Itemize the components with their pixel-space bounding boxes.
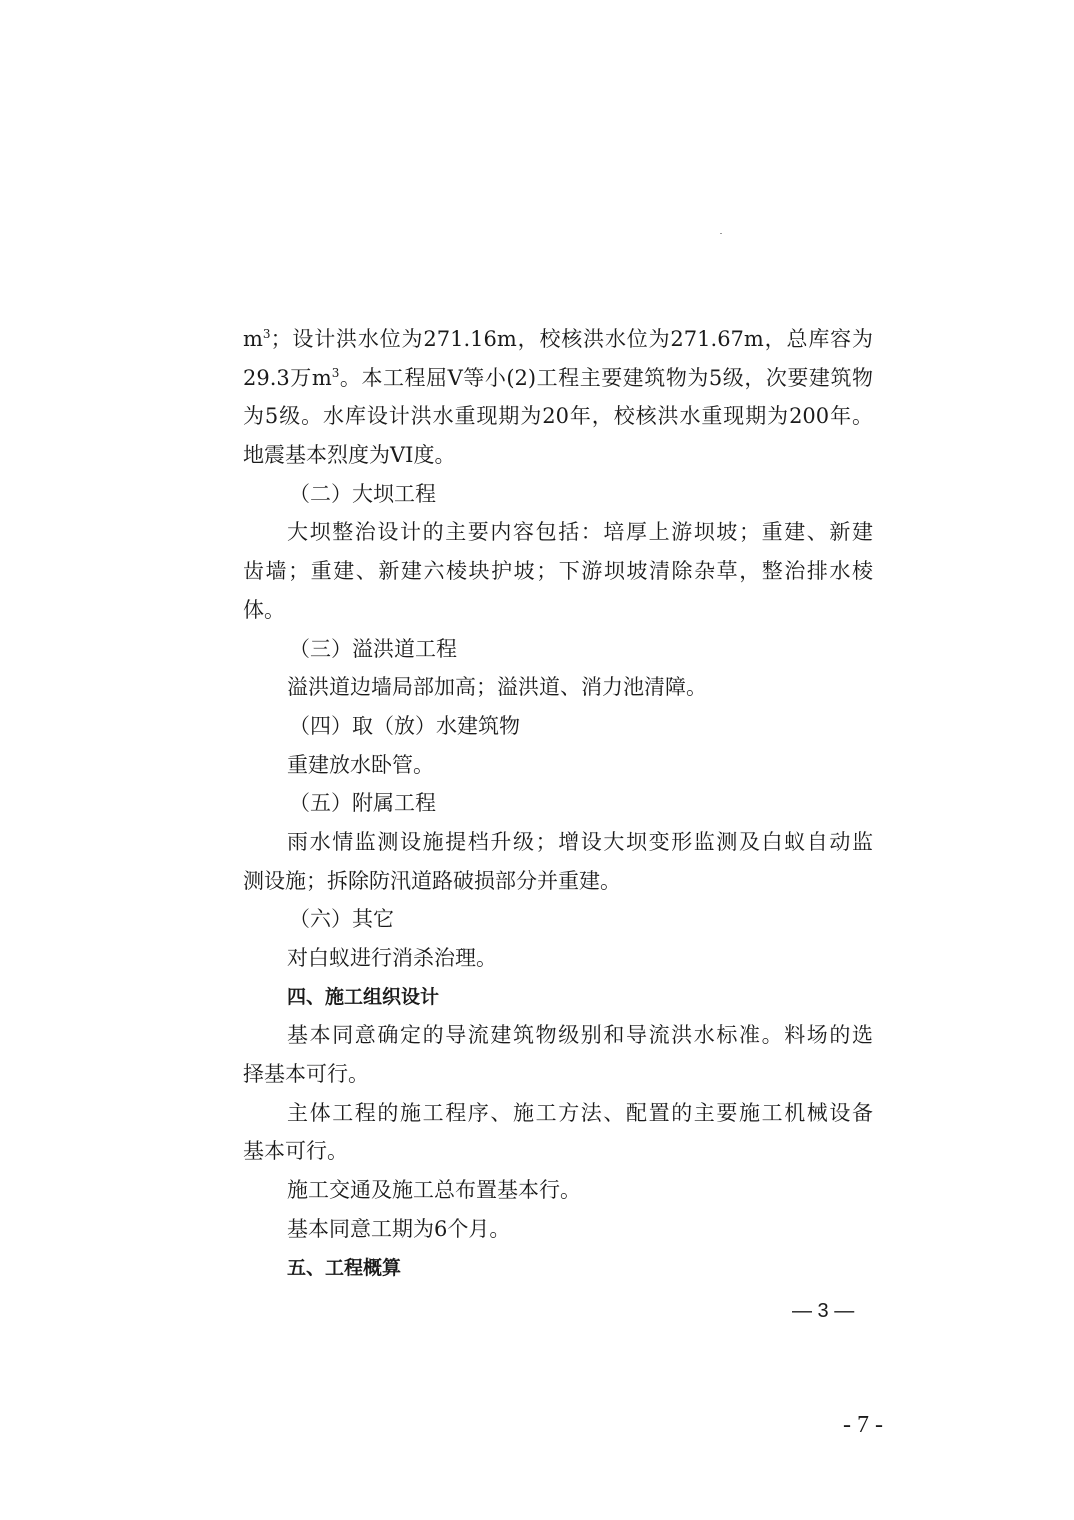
paragraph-line: 体。 bbox=[243, 597, 285, 622]
section-heading-auxiliary: （五）附属工程 bbox=[289, 791, 436, 816]
section-heading-intake: （四）取（放）水建筑物 bbox=[289, 713, 520, 738]
paragraph-line: 基本可行。 bbox=[243, 1139, 348, 1164]
paragraph-line: 测设施；拆除防汛道路破损部分并重建。 bbox=[243, 868, 621, 893]
paragraph-line: 雨水情监测设施提档升级；增设大坝变形监测及白蚁自动监 bbox=[287, 829, 873, 854]
paragraph-line: 地震基本烈度为VI度。 bbox=[243, 443, 456, 468]
paragraph-line: 基本同意工期为6个月。 bbox=[287, 1216, 511, 1241]
section-heading-estimate: 五、工程概算 bbox=[287, 1256, 402, 1279]
section-heading-dam: （二）大坝工程 bbox=[289, 481, 436, 506]
paragraph-line: $m^3$；设计洪水位为271.16m，校核洪水位为271.67m，总库容为 bbox=[243, 327, 873, 351]
paragraph-line: 重建放水卧管。 bbox=[287, 752, 434, 777]
paragraph-line: 主体工程的施工程序、施工方法、配置的主要施工机械设备 bbox=[287, 1100, 873, 1125]
paragraph-line: 择基本可行。 bbox=[243, 1062, 369, 1087]
paragraph-line: 对白蚁进行消杀治理。 bbox=[287, 946, 497, 970]
section-heading-spillway: （三）溢洪道工程 bbox=[289, 636, 457, 661]
document-body bbox=[243, 320, 873, 1287]
paragraph-line: 为5级。水库设计洪水重现期为20年，校核洪水重现期为200年。 bbox=[243, 404, 873, 429]
paragraph-line: 大坝整治设计的主要内容包括：培厚上游坝坡；重建、新建 bbox=[287, 520, 873, 545]
paragraph-line: 29.3万$m^3$。本工程屈V等小(2)工程主要建筑物为5级，次要建筑物 bbox=[243, 365, 873, 390]
paragraph-line: 施工交通及施工总布置基本行。 bbox=[287, 1178, 581, 1203]
paragraph-line: 溢洪道边墙局部加高；溢洪道、消力池清障。 bbox=[287, 675, 707, 700]
section-heading-construction: 四、施工组织设计 bbox=[287, 985, 440, 1008]
page-number-outer: - 7 - bbox=[843, 1412, 883, 1438]
section-heading-other: （六）其它 bbox=[289, 907, 394, 932]
paragraph-line: 齿墙；重建、新建六棱块护坡；下游坝坡清除杂草，整治排水棱 bbox=[243, 559, 873, 584]
scan-speck bbox=[720, 233, 722, 234]
page-number-inner: — 3 — bbox=[792, 1300, 855, 1322]
paragraph-line: 基本同意确定的导流建筑物级别和导流洪水标准。料场的选 bbox=[287, 1023, 873, 1048]
